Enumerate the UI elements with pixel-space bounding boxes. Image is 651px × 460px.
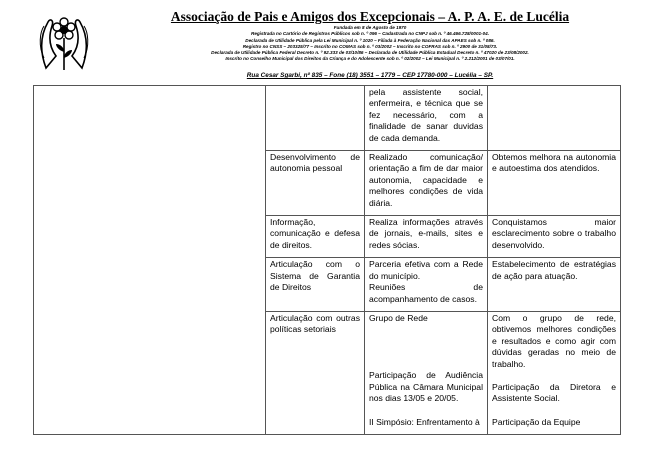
table-cell: Articulação com o Sistema de Garantia de Direitos: [266, 258, 365, 312]
registration-line: Inscrito no Conselho Municipal dos Direitos da Criança e do Adolescente sob n. º 02/2002 – Lei Municipal n. º 2.212/2001 de 03/07/01.: [225, 56, 515, 62]
cell-paragraph: Parceria efetiva com a Rede do município.: [369, 259, 483, 281]
cell-paragraph: Com o grupo de rede, obtivemos melhores condições e resultados e como agir com dúvidas geradas no meio de trabalho.: [492, 312, 616, 369]
table-cell: [488, 86, 621, 151]
address-line: Rua Cesar Sgarbi, nº 835 – Fone (18) 3551 – 1779 – CEP 17780-000 – Lucélia – SP.: [246, 72, 494, 79]
cell-paragraph: Grupo de Rede: [369, 312, 428, 323]
registration-line: Registrada no Cartório de Registros Públicos sob n. º 096 – Cadastrada no CNPJ sob n. º 46.466.728/0001-04.: [251, 31, 489, 37]
cell-paragraph: Reuniões de acompanhamento de casos.: [369, 282, 483, 304]
table-cell-empty: [34, 86, 266, 435]
cell-paragraph: Participação da Equipe: [492, 416, 581, 427]
cell-paragraph: Participação da Diretora e Assistente Social.: [492, 381, 616, 404]
table-cell: Desenvolvimento de autonomia pessoal: [266, 151, 365, 216]
table-cell: pela assistente social, enfermeira, e técnica que se fez necessário, com a finalidade de sanar duvidas de cada demanda.: [365, 86, 488, 151]
registration-line: Declarada de Utilidade Pública Federal Decreto n. º 92.333 de 03/10/86 – Declarada de Utilidade Pública Estadual Decreto n. º 47020 de 23/08/2002.: [211, 50, 529, 56]
table-cell: Realiza informações através de jornais, e-mails, sites e redes sócias.: [365, 216, 488, 258]
table-cell: [266, 86, 365, 151]
registration-line: Registro no CNSS – 203325/77 – Inscrito no COMAS sob n. º 03/2002 – Inscrito no COFRAS sob n. º 2900 de 31/08/73.: [242, 43, 498, 49]
cell-paragraph: II Simpósio: Enfrentamento à: [369, 416, 480, 427]
table-cell: Conquistamos maior esclarecimento sobre o trabalho desenvolvido.: [488, 216, 621, 258]
registration-line: Declarada de Utilidade Pública pela Lei Municipal n. º 1020 – Filiada à Federação Nacional das APAES sob n. º 086.: [245, 37, 495, 43]
table-cell: Obtemos melhora na autonomia e autoestima dos atendidos.: [488, 151, 621, 216]
table-cell: [365, 311, 488, 434]
table-cell: Informação, comunicação e defesa de direitos.: [266, 216, 365, 258]
founded-line: Fundada em 8 de Agosto de 1970: [333, 25, 407, 30]
table-cell: Articulação com outras políticas setoriais: [266, 311, 365, 434]
table-cell: Realizado comunicação/ orientação a fim de dar maior autonomia, capacidade e melhores condições de vida diária.: [365, 151, 488, 216]
cell-paragraph: Participação de Audiência Pública na Câmara Municipal nos dias 13/05 e 20/05.: [369, 370, 483, 404]
table-row: [34, 86, 621, 151]
letterhead: [0, 0, 651, 80]
table-cell: Estabelecimento de estratégias de ação para atuação.: [488, 258, 621, 312]
registration-lines: [100, 25, 640, 63]
organization-title: Associação de Pais e Amigos dos Excepcionais – A. P. A. E. de Lucélia: [170, 9, 570, 24]
table-cell: [488, 311, 621, 434]
activities-table: [33, 85, 621, 435]
table-cell: [365, 258, 488, 312]
apae-logo-icon: [36, 8, 92, 72]
